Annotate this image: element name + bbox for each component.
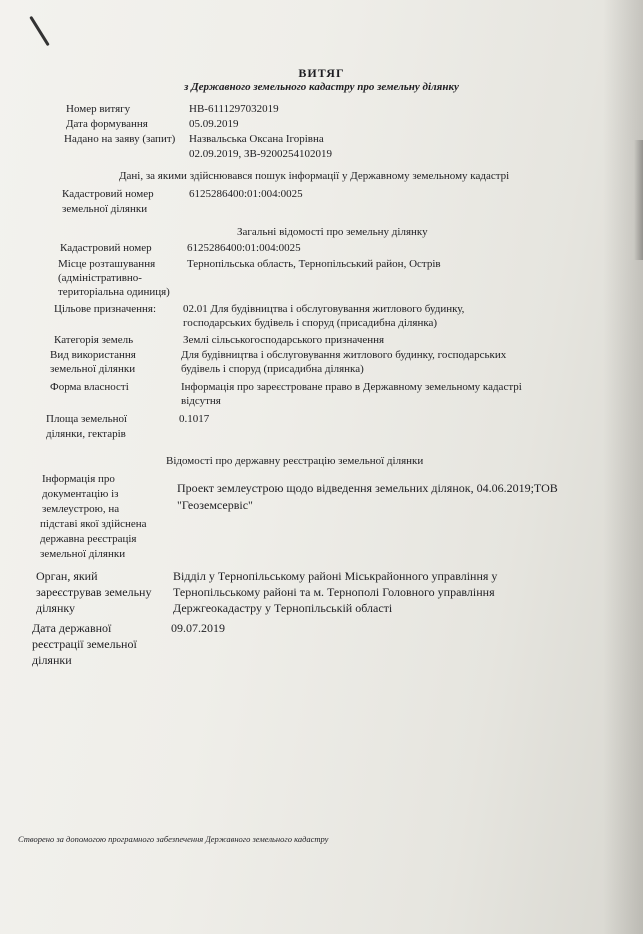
extract-number-label: Номер витягу	[66, 103, 131, 115]
organ-label-3: ділянку	[36, 601, 76, 615]
location-value: Тернопільська область, Тернопільський район, Острів	[187, 258, 441, 270]
general-heading: Загальні відомості про земельну ділянку	[237, 226, 428, 238]
doc-label-1: Інформація про	[42, 473, 115, 485]
ownership-value-2: відсутня	[181, 395, 221, 407]
search-heading: Дані, за якими здійснювався пошук інформації у Державному земельному кадастрі	[119, 170, 510, 182]
ownership-label: Форма власності	[50, 381, 129, 393]
search-cadastral-label-2: земельної ділянки	[62, 203, 148, 215]
doc-label-6: земельної ділянки	[40, 548, 126, 560]
registration-heading: Відомості про державну реєстрацію земельної ділянки	[166, 455, 424, 467]
document-subtitle: з Державного земельного кадастру про земельну ділянку	[184, 81, 459, 93]
use-label-2: земельної ділянки	[50, 363, 136, 375]
organ-label-2: зареєстрував земельну	[36, 585, 152, 599]
general-cadastral-value: 6125286400:01:004:0025	[187, 242, 301, 254]
ownership-value-1: Інформація про зареєстроване право в Державному земельному кадастрі	[181, 381, 522, 393]
formed-date-label: Дата формування	[66, 118, 148, 130]
category-label: Категорія земель	[54, 334, 134, 346]
search-cadastral-value: 6125286400:01:004:0025	[189, 188, 303, 200]
location-label-3: територіальна одиниця)	[58, 286, 170, 298]
area-label-1: Площа земельної	[46, 413, 128, 425]
applicant-ref: 02.09.2019, ЗВ-9200254102019	[189, 148, 333, 160]
applicant-name: Назвальська Оксана Ігорівна	[189, 133, 324, 145]
document-title: ВИТЯГ	[298, 66, 345, 80]
use-value-1: Для будівництва і обслуговування житлового будинку, господарських	[181, 349, 507, 361]
general-cadastral-label: Кадастровий номер	[60, 242, 152, 254]
reg-date-label-1: Дата державної	[32, 621, 112, 635]
doc-value-2: "Геоземсервіс"	[177, 498, 253, 512]
applicant-label: Надано на заяву (запит)	[64, 133, 176, 145]
use-label-1: Вид використання	[50, 349, 136, 361]
category-value: Землі сільськогосподарського призначення	[183, 334, 385, 346]
reg-date-label-3: ділянки	[32, 653, 72, 667]
extract-number-value: НВ-6111297032019	[189, 103, 279, 115]
pen-mark	[29, 16, 50, 46]
purpose-value-1: 02.01 Для будівництва і обслуговування житлового будинку,	[183, 303, 465, 315]
purpose-label: Цільове призначення:	[54, 303, 157, 315]
use-value-2: будівель і споруд (присадибна ділянка)	[181, 363, 364, 375]
organ-value-2: Тернопільському районі та м. Тернополі Головного управління	[173, 585, 495, 599]
formed-date-value: 05.09.2019	[189, 118, 239, 130]
reg-date-label-2: реєстрації земельної	[32, 637, 137, 651]
doc-label-3: землеустрою, на	[42, 503, 120, 515]
search-cadastral-label-1: Кадастровий номер	[62, 188, 154, 200]
area-value: 0.1017	[179, 413, 210, 425]
area-label-2: ділянки, гектарів	[46, 428, 126, 440]
organ-label-1: Орган, який	[36, 569, 98, 583]
organ-value-1: Відділ у Тернопільському районі Міськрайонного управління у	[173, 569, 498, 583]
doc-label-4: підставі якої здійснена	[40, 518, 147, 530]
location-label-1: Місце розташування	[58, 258, 156, 270]
footer-note: Створено за допомогою програмного забезпечення Державного земельного кадастру	[18, 834, 329, 844]
doc-label-5: державна реєстрація	[40, 533, 137, 545]
location-label-2: (адміністративно-	[58, 272, 142, 284]
doc-value-1: Проект землеустрою щодо відведення земельних ділянок, 04.06.2019;ТОВ	[177, 481, 558, 495]
purpose-value-2: господарських будівель і споруд (присадибна ділянка)	[183, 317, 438, 329]
organ-value-3: Держгеокадастру у Тернопільській області	[173, 601, 393, 615]
doc-label-2: документацію із	[42, 488, 119, 500]
reg-date-value: 09.07.2019	[171, 621, 225, 635]
